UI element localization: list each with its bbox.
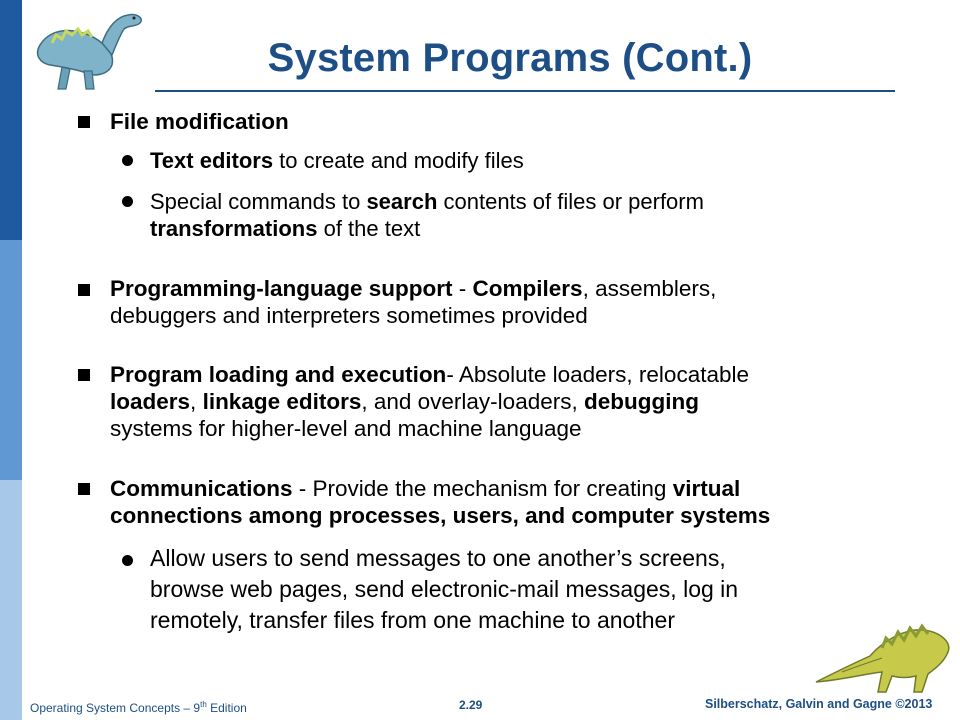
slide-title: System Programs (Cont.) — [267, 36, 753, 80]
bullet-text: - Absolute loaders, relocatable — [446, 362, 749, 387]
bullet-text-bold: Text editors — [150, 148, 274, 173]
bullet-text: , and overlay-loaders, — [361, 389, 584, 414]
bullet-text-bold: debugging — [583, 389, 699, 414]
bullet-text-bold: Communications — [110, 476, 293, 501]
bullet-programming-language-support — [110, 275, 890, 329]
sub-bullet-allow-users — [150, 543, 880, 636]
round-bullet-icon — [122, 196, 133, 207]
dinosaur-logo-icon — [32, 5, 152, 95]
bullet-text: systems for higher-level and machine language — [110, 416, 582, 441]
left-sidebar-stripe — [0, 0, 22, 720]
bullet-text: - Provide the mechanism for creating — [292, 476, 673, 501]
page-number: 2.29 — [459, 698, 483, 712]
square-bullet-icon — [78, 284, 90, 296]
bullet-text: , — [190, 389, 203, 414]
footer-superscript: th — [200, 700, 207, 709]
bullet-text: browse web pages, send electronic-mail messages, log in — [150, 576, 739, 602]
bullet-text: - — [452, 276, 473, 301]
bullet-text: contents of files or perform — [437, 189, 704, 214]
bullet-text: remotely, transfer files from one machine to another — [150, 607, 675, 633]
sub-bullet-text-editors — [150, 147, 880, 174]
footer-book-title — [30, 700, 247, 715]
title-underline — [155, 90, 895, 92]
bullet-text: to create and modify files — [273, 148, 524, 173]
footer-copyright: Silberschatz, Galvin and Gagne ©2013 — [705, 697, 933, 711]
bullet-text-bold: linkage editors — [202, 389, 362, 414]
bullet-communications — [110, 475, 890, 529]
sidebar-segment-dark — [0, 0, 22, 240]
square-bullet-icon — [78, 369, 90, 381]
bullet-file-modification — [110, 108, 890, 135]
bullet-text: debuggers and interpreters sometimes provided — [110, 303, 588, 328]
round-bullet-icon — [122, 555, 133, 566]
bullet-text-bold: virtual — [672, 476, 741, 501]
bullet-program-loading — [110, 361, 890, 442]
bullet-text: of the text — [317, 216, 421, 241]
footer-book-title-text: Operating System Concepts – 9 — [30, 701, 201, 715]
round-bullet-icon — [122, 155, 133, 166]
sidebar-segment-mid — [0, 240, 22, 480]
bullet-text-bold: Compilers — [472, 276, 583, 301]
bullet-text-bold: loaders — [110, 389, 191, 414]
bullet-text-bold: search — [366, 189, 438, 214]
square-bullet-icon — [78, 116, 90, 128]
sidebar-segment-light — [0, 480, 22, 720]
sub-bullet-special-commands — [150, 188, 880, 242]
bullet-text-bold: connections among processes, users, and computer systems — [110, 503, 771, 528]
bullet-text: File modification — [110, 109, 289, 134]
bullet-text-bold: transformations — [150, 216, 318, 241]
bullet-text-bold: Programming-language support — [110, 276, 453, 301]
dinosaur-logo-icon — [812, 612, 957, 697]
footer-book-title-suffix: Edition — [206, 701, 247, 715]
bullet-text: Special commands to — [150, 189, 367, 214]
square-bullet-icon — [78, 483, 90, 495]
bullet-text: , assemblers, — [582, 276, 717, 301]
bullet-text: Allow users to send messages to one another’s screens, — [150, 545, 726, 571]
bullet-text-bold: Program loading and execution — [110, 362, 447, 387]
